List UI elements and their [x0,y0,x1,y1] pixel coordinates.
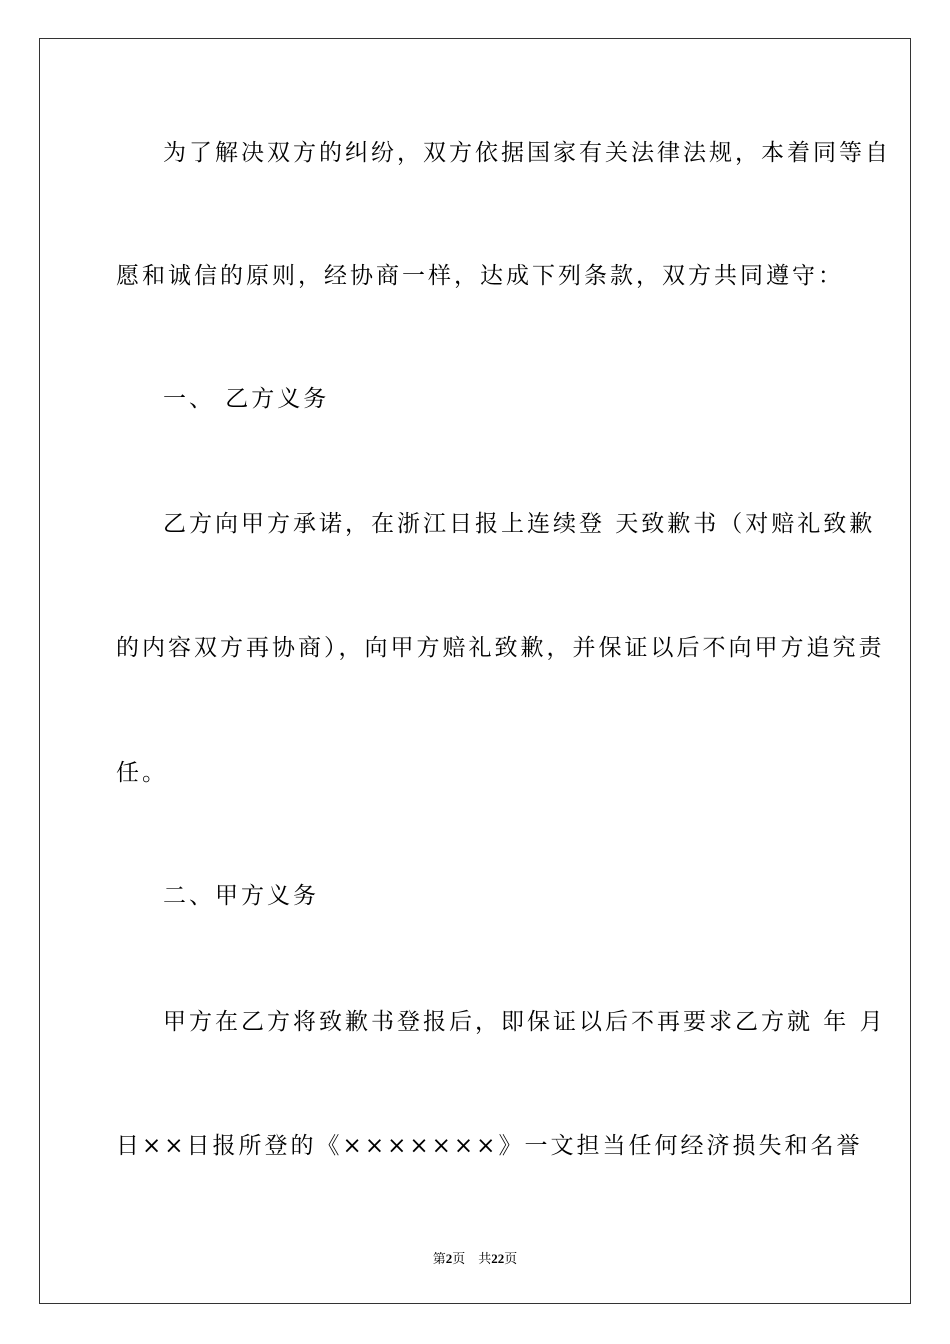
paragraph-line-4: 的内容双方再协商），向甲方赔礼致歉，并保证以后不向甲方追究责 [116,635,885,661]
page-border [39,38,911,1304]
paragraph-line-3: 乙方向甲方承诺，在浙江日报上连续登 天致歉书（对赔礼致歉 [163,511,876,537]
section-heading-1: 一、 乙方义务 [163,386,330,412]
total-suffix: 页 [504,1251,518,1266]
section-heading-2: 二、甲方义务 [163,883,319,909]
page-footer [0,1248,950,1267]
paragraph-line-1: 为了解决双方的纠纷，双方依据国家有关法律法规，本着同等自 [163,140,891,166]
paragraph-line-5: 任。 [116,760,168,786]
page-prefix: 第 [432,1251,446,1266]
total-pages: 22 [491,1251,505,1266]
page-suffix: 页 [452,1251,466,1266]
paragraph-line-6: 甲方在乙方将致歉书登报后，即保证以后不再要求乙方就 年 月 [163,1009,886,1035]
page-number: 2 [445,1251,453,1266]
paragraph-line-2: 愿和诚信的原则，经协商一样，达成下列条款，双方共同遵守： [116,263,844,289]
paragraph-line-7: 日××日报所登的《×××××××》一文担当任何经济损失和名誉 [116,1133,863,1159]
total-prefix: 共 [478,1251,492,1266]
